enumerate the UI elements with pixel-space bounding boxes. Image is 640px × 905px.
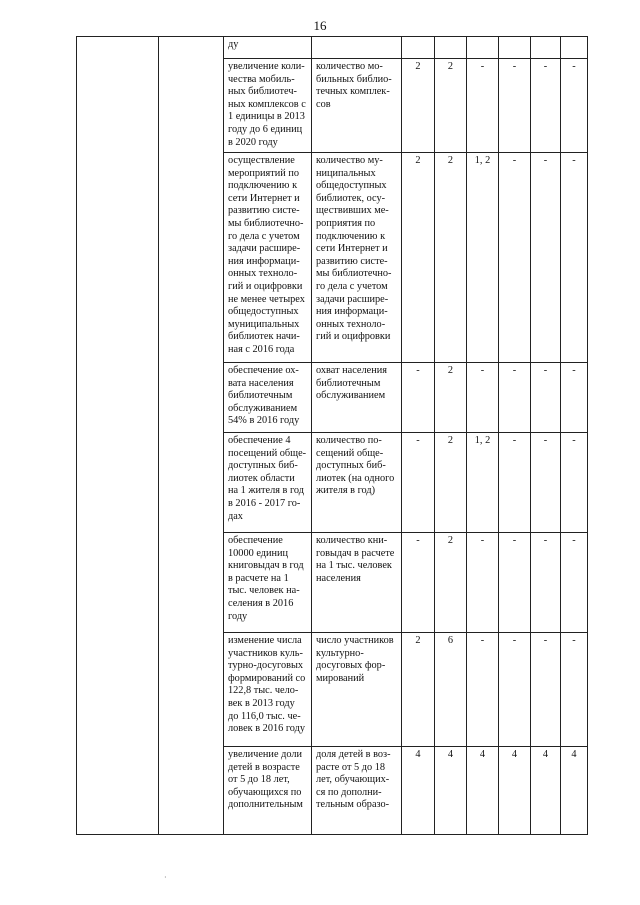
value-cell: [531, 153, 561, 363]
value-text: -: [572, 155, 576, 166]
value-cell: [531, 363, 561, 433]
value-cell: [402, 363, 435, 433]
program-table: [76, 36, 588, 835]
value-text: -: [572, 535, 576, 546]
value-text: -: [512, 61, 517, 72]
value-cell: [561, 363, 588, 433]
value-text: [561, 37, 587, 39]
value-cell: [499, 37, 531, 59]
indicator-cell: [312, 363, 402, 433]
value-cell: [435, 153, 467, 363]
value-text: [467, 37, 498, 39]
task-text: ду: [228, 39, 239, 50]
value-text: -: [480, 535, 485, 546]
value-text: 2: [447, 61, 454, 72]
value-cell: [561, 153, 588, 363]
value-text: -: [480, 61, 485, 72]
task-cell: [224, 747, 312, 835]
value-cell: [402, 37, 435, 59]
value-text: [499, 37, 530, 39]
value-cell: [435, 633, 467, 747]
task-cell: [224, 153, 312, 363]
indicator-text: количество по- сещений обще- доступных биб- лиотек (на одного жителя в год): [316, 435, 395, 497]
value-cell: [499, 363, 531, 433]
value-cell: [467, 59, 499, 153]
value-cell: [435, 363, 467, 433]
value-text: 4: [479, 749, 486, 760]
value-cell: [402, 747, 435, 835]
value-text: 2: [447, 435, 454, 446]
value-text: 2: [447, 155, 454, 166]
task-text: увеличение коли- чества мобиль- ных библиотеч- ных комплексов с 1 единицы в 2013 году до 6 единиц в 2020 году: [228, 61, 306, 148]
indicator-text: число участников культурно- досуговых фор- мирований: [316, 635, 394, 684]
task-text: обеспечение ох- вата населения библиотечным обслуживанием 54% в 2016 году: [228, 365, 300, 427]
value-cell: [531, 433, 561, 533]
page-number: 16: [313, 18, 327, 33]
value-text: 2: [415, 155, 421, 166]
value-text: 2: [447, 535, 454, 546]
task-cell: [224, 633, 312, 747]
value-text: -: [416, 365, 420, 376]
scan-mark: ·: [164, 873, 167, 882]
task-text: обеспечение 4 посещений обще- доступных биб- лиотек области на 1 жителя в год в 2016 - 2017 го- дах: [228, 435, 307, 522]
indicator-text: количество мо- бильных библио- течных комплек- сов: [316, 61, 392, 110]
task-cell: [224, 59, 312, 153]
indicator-cell: [312, 59, 402, 153]
value-cell: [531, 633, 561, 747]
value-cell: [499, 153, 531, 363]
task-text: осуществление мероприятий по подключению к сети Интернет и развитию систе- мы библиотечно- го дела с учетом задачи расшире- ния информаци- онных техноло- гий и оцифровки не менее четырех общедоступных муниципальных библиотек начи- ная с 2016 года: [228, 155, 305, 355]
value-cell: [561, 59, 588, 153]
value-text: -: [512, 435, 517, 446]
indicator-cell: [312, 533, 402, 633]
value-text: [435, 37, 466, 39]
task-cell: [224, 37, 312, 59]
value-text: -: [543, 155, 548, 166]
task-cell: [224, 363, 312, 433]
value-cell: [499, 747, 531, 835]
value-text: -: [416, 535, 420, 546]
value-cell: [499, 433, 531, 533]
value-cell: [467, 37, 499, 59]
task-cell: [224, 433, 312, 533]
value-cell: [561, 533, 588, 633]
value-text: 1, 2: [474, 435, 491, 446]
value-text: 4: [571, 749, 577, 760]
value-text: -: [512, 365, 517, 376]
value-text: -: [572, 61, 576, 72]
indicator-cell: [312, 633, 402, 747]
value-text: -: [512, 635, 517, 646]
value-text: -: [512, 155, 517, 166]
value-cell: [402, 59, 435, 153]
value-text: -: [543, 535, 548, 546]
value-text: -: [572, 435, 576, 446]
value-text: 4: [542, 749, 549, 760]
value-text: 1, 2: [474, 155, 491, 166]
value-text: 6: [447, 635, 454, 646]
value-cell: [499, 533, 531, 633]
section-col-a: [77, 37, 159, 835]
value-text: 4: [511, 749, 518, 760]
value-cell: [561, 633, 588, 747]
value-cell: [402, 533, 435, 633]
indicator-text: доля детей в воз- расте от 5 до 18 лет, обучающих- ся по дополни- тельным образо-: [316, 749, 391, 811]
task-text: обеспечение 10000 единиц книговыдач в год в расчете на 1 тыс. человек на- селения в 2016 году: [228, 535, 304, 622]
value-cell: [467, 363, 499, 433]
value-text: 2: [415, 635, 421, 646]
value-text: 4: [447, 749, 454, 760]
value-cell: [467, 633, 499, 747]
indicator-cell: [312, 747, 402, 835]
indicator-text: охват населения библиотечным обслуживанием: [316, 365, 387, 402]
value-cell: [435, 433, 467, 533]
indicator-text: количество кни- говыдач в расчете на 1 тыс. человек населения: [316, 535, 395, 584]
value-cell: [499, 633, 531, 747]
indicator-cell: [312, 153, 402, 363]
indicator-cell: [312, 433, 402, 533]
value-cell: [435, 37, 467, 59]
value-cell: [402, 433, 435, 533]
value-text: 4: [415, 749, 421, 760]
value-text: 2: [415, 61, 421, 72]
value-cell: [499, 59, 531, 153]
indicator-cell: [312, 37, 402, 59]
value-cell: [561, 37, 588, 59]
value-cell: [435, 59, 467, 153]
value-text: -: [480, 635, 485, 646]
value-cell: [435, 533, 467, 633]
value-text: -: [543, 61, 548, 72]
value-text: -: [572, 365, 576, 376]
value-text: -: [572, 635, 576, 646]
value-cell: [467, 433, 499, 533]
value-cell: [531, 37, 561, 59]
value-text: [531, 37, 560, 39]
value-cell: [531, 533, 561, 633]
value-text: 2: [447, 365, 454, 376]
indicator-text: количество му- ниципальных общедоступных библиотек, осу- ществивших ме- роприятия по подключению к сети Интернет и развитию систе- мы библиотечно- го дела с учетом задачи расшире- ния информаци- онных техноло- гий и оцифровки: [316, 155, 392, 343]
value-cell: [561, 433, 588, 533]
table-row: [77, 37, 588, 59]
task-text: увеличение доли детей в возрасте от 5 до 18 лет, обучающихся по дополнительным: [228, 749, 303, 811]
value-text: -: [543, 365, 548, 376]
value-text: -: [416, 435, 420, 446]
value-cell: [531, 747, 561, 835]
task-cell: [224, 533, 312, 633]
value-text: [402, 37, 434, 39]
value-cell: [467, 533, 499, 633]
value-cell: [561, 747, 588, 835]
task-text: изменение числа участников куль- турно-досуговых формирований со 122,8 тыс. чело- век в 2013 году до 116,0 тыс. че- ловек в 2016 году: [228, 635, 306, 735]
value-text: -: [480, 365, 485, 376]
value-cell: [531, 59, 561, 153]
value-cell: [467, 153, 499, 363]
indicator-text: [312, 37, 401, 39]
section-col-b: [159, 37, 224, 835]
value-cell: [435, 747, 467, 835]
value-text: -: [512, 535, 517, 546]
value-cell: [402, 153, 435, 363]
value-cell: [467, 747, 499, 835]
value-text: -: [543, 635, 548, 646]
value-cell: [402, 633, 435, 747]
table-body: [77, 37, 588, 835]
value-text: -: [543, 435, 548, 446]
